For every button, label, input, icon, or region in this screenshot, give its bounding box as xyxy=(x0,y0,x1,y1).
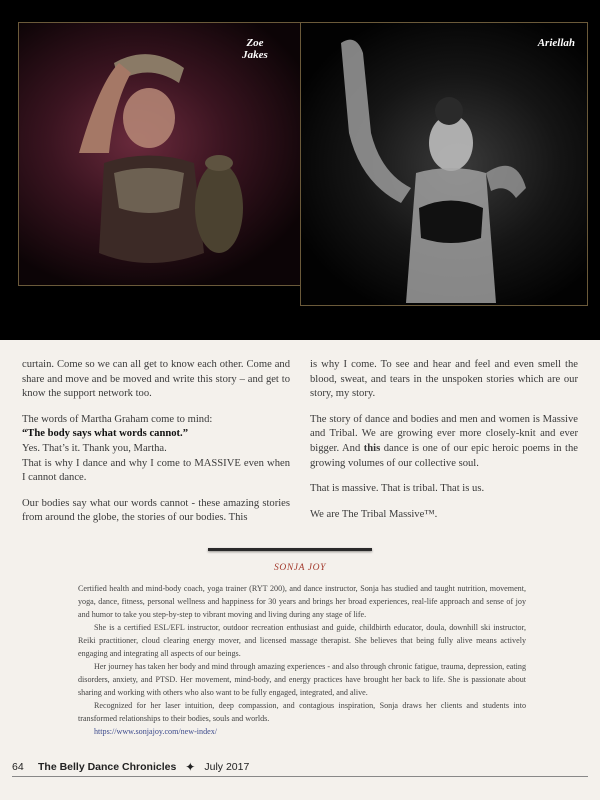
magazine-title: The Belly Dance Chronicles xyxy=(38,761,177,773)
right-paragraph-1: is why I come. To see and hear and feel and even smell the blood, sweat, and tears in the unspoken stories which are our story, my story. xyxy=(310,359,578,400)
left-paragraph-3: Our bodies say what our words cannot - these amazing stories from around the globe, the stories of our bodies. This xyxy=(22,497,290,524)
martha-graham-quote: “The body says what words cannot.” xyxy=(22,428,188,440)
author-website-link[interactable]: https://www.sonjajoy.com/new-index/ xyxy=(94,727,218,736)
footer-rule xyxy=(12,776,588,777)
emphasis-this: this xyxy=(363,442,381,454)
right-paragraph-4: We are The Tribal Massive™. xyxy=(310,508,438,520)
right-paragraph-2-start: The story of dance and bodies and men and women is Massive and Tribal. We are growing ever more closely-knit and ever bigger. And xyxy=(310,413,578,454)
bio-paragraph-1: Certified health and mind-body coach, yoga trainer (RYT 200), and dance instructor, Sonja has studied and taught nutrition, movement, yoga, dance, fitness, personal wellness and happiness for 30 years and brings her broad experiences, real-life approach and sense of joy and humor to take you step-by-step to vibrant moving and living during any stage of life. xyxy=(78,584,526,619)
photo-band xyxy=(0,0,600,340)
left-paragraph-2 xyxy=(22,413,290,486)
left-paragraph-1: curtain. Come so we can all get to know each other. Come and share and move and be moved and write this story – and get to know the support network too. xyxy=(22,359,290,400)
right-paragraph-2 xyxy=(310,413,578,471)
article-left-column xyxy=(22,358,290,537)
dancer-silhouette-left xyxy=(19,23,315,285)
right-paragraph-2-end: dance is one of our epic heroic poems in the growing volumes of our collective soul. xyxy=(310,442,578,469)
section-divider xyxy=(208,548,372,551)
dancer-silhouette-right xyxy=(301,23,587,305)
article-right-column xyxy=(310,358,578,533)
martha-graham-intro: The words of Martha Graham come to mind: xyxy=(22,413,213,425)
why-i-dance-line: That is why I dance and why I come to MASSIVE even when I cannot dance. xyxy=(22,457,290,484)
star-icon: ✦ xyxy=(185,760,196,774)
page-number: 64 xyxy=(12,761,24,773)
dancer-photo-zoe-jakes xyxy=(18,22,316,286)
right-paragraph-3: That is massive. That is tribal. That is us. xyxy=(310,483,485,495)
dancer-photo-ariellah xyxy=(300,22,588,306)
bio-paragraph-3: Her journey has taken her body and mind through amazing experiences - and also through chronic fatigue, trauma, depression, eating disorders, anxiety, and PTSD. Her movement, mind-body, and energy practices have brought her back to life. She is passionate about sharing and working with others who also want to be fully engaged, integrated, and alive. xyxy=(78,662,526,697)
thank-you-line: Yes. That’s it. Thank you, Martha. xyxy=(22,442,167,454)
issue-date: July 2017 xyxy=(204,761,250,773)
page-footer xyxy=(12,758,572,776)
author-bio xyxy=(78,582,526,738)
bio-paragraph-4: Recognized for her laser intuition, deep compassion, and contagious inspiration, Sonja draws her clients and students into transformed relationships to their bodies, souls and worlds. xyxy=(78,701,526,723)
caption-jakes: Jakes xyxy=(242,49,268,61)
bio-paragraph-2: She is a certified ESL/EFL instructor, outdoor recreation enthusiast and guide, childbirth educator, doula, downhill ski instructor, Reiki practitioner, cloud clearing energy mover, and licensed massage therapist. She believes that being fully alive means actively engaging and integrating all aspects of our beings. xyxy=(78,623,526,658)
caption-zoe: Zoe xyxy=(246,37,264,49)
article-body xyxy=(22,358,578,544)
author-name: SONJA JOY xyxy=(274,563,326,573)
caption-zoe-jakes xyxy=(235,37,275,61)
caption-ariellah: Ariellah xyxy=(537,37,575,49)
